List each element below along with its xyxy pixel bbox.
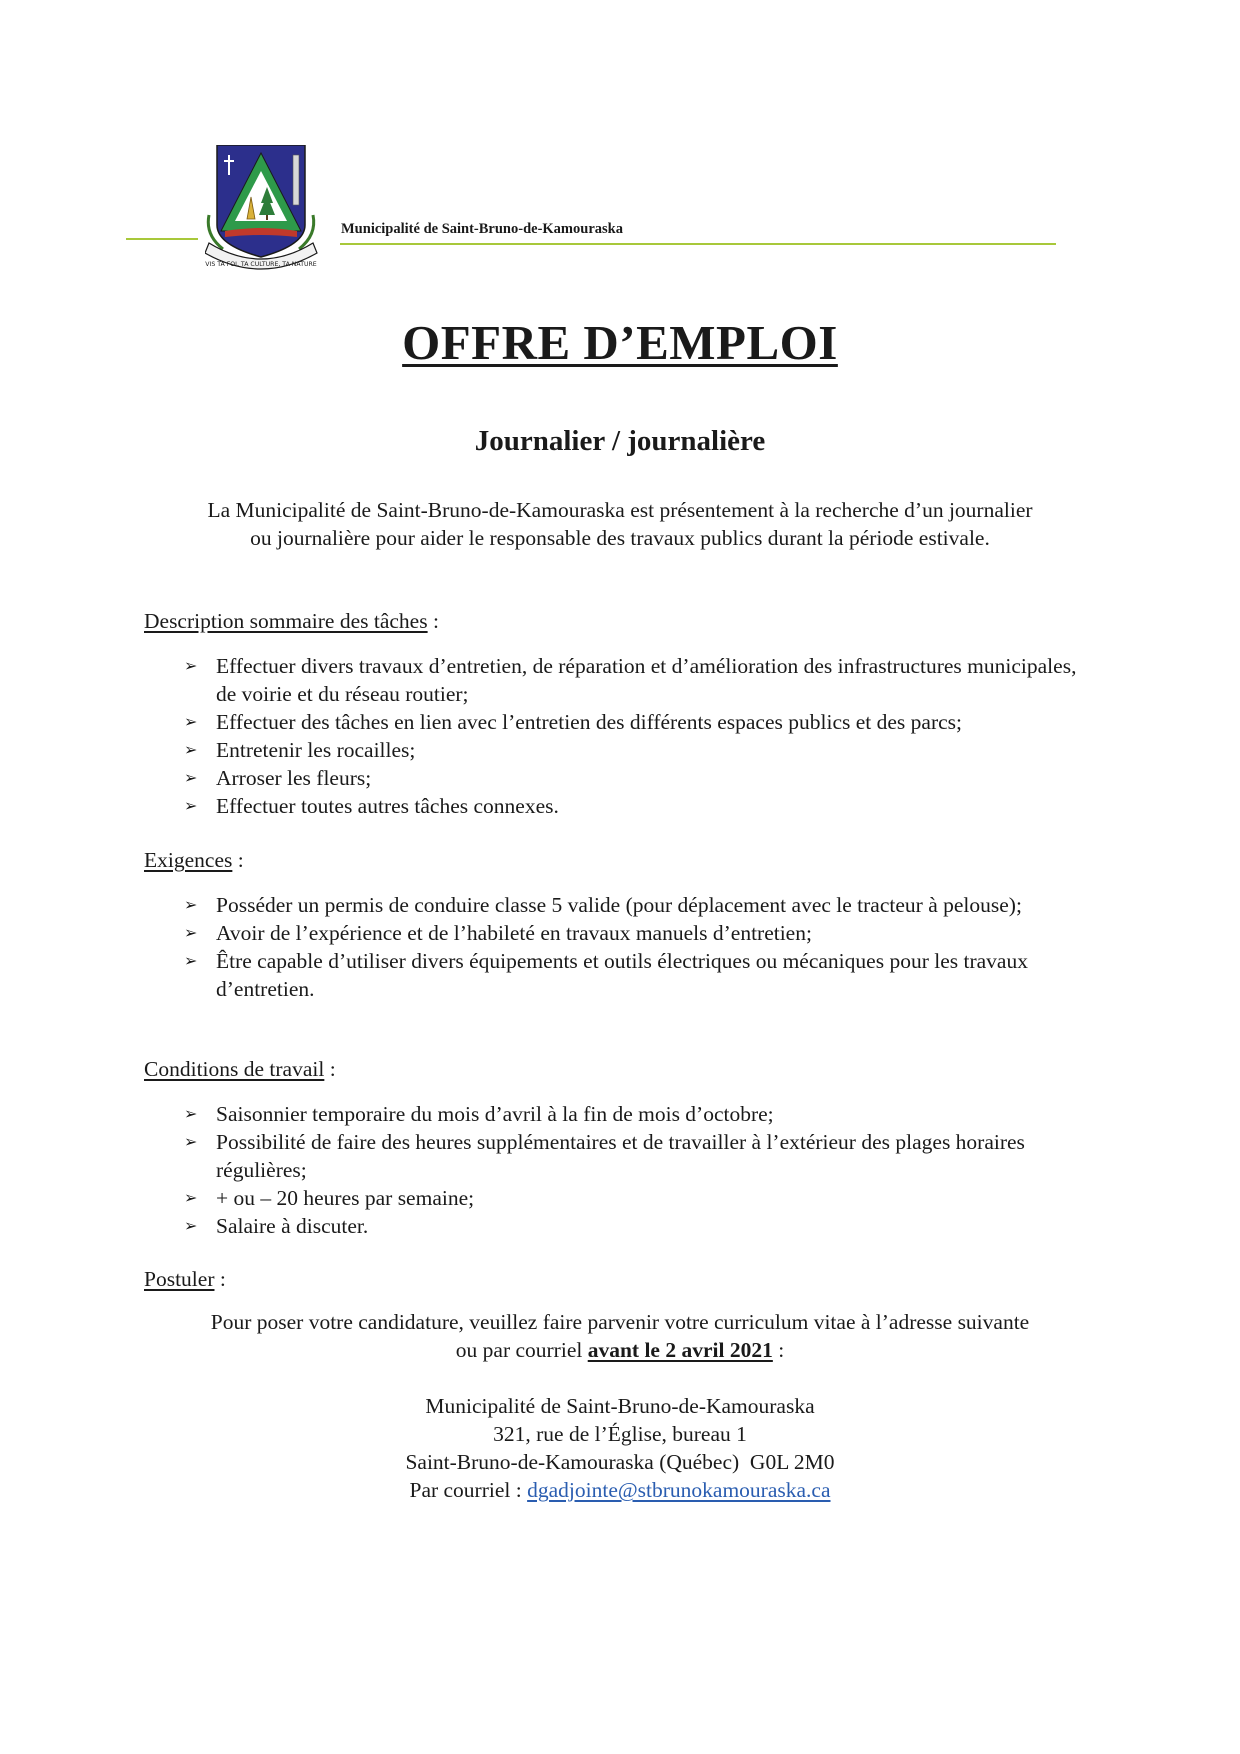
arrowhead-bullet-icon: ➢ (184, 1132, 198, 1151)
crest-motto: VIS TA FOI, TA CULTURE, TA NATURE (205, 261, 317, 268)
apply-line: Pour poser votre candidature, veuillez faire parvenir votre curriculum vitae à l’adresse suivante (210, 1310, 1030, 1334)
arrowhead-bullet-icon: ➢ (184, 712, 198, 731)
list-item-text: Posséder un permis de conduire classe 5 valide (pour déplacement avec le tracteur à pelouse); (216, 893, 1022, 917)
page-title: OFFRE D’EMPLOI (402, 315, 838, 370)
intro-paragraph (130, 496, 1110, 552)
arrowhead-bullet-icon: ➢ (184, 768, 198, 787)
list-item-text: Avoir de l’expérience et de l’habileté en travaux manuels d’entretien; (216, 921, 812, 945)
letterhead-organization: Municipalité de Saint-Bruno-de-Kamouraska (341, 221, 623, 237)
arrowhead-bullet-icon: ➢ (184, 1216, 198, 1235)
section-heading-label: Exigences (144, 848, 233, 872)
description-list (180, 652, 1080, 820)
list-item-text: Possibilité de faire des heures supplémentaires et de travailler à l’extérieur des plages horaires régulières; (216, 1130, 1025, 1182)
list-item-text: Arroser les fleurs; (216, 766, 372, 790)
section-heading-label: Postuler (144, 1267, 215, 1291)
list-item-text: + ou – 20 heures par semaine; (216, 1186, 475, 1210)
section-heading-description (144, 609, 439, 634)
arrowhead-bullet-icon: ➢ (184, 951, 198, 970)
letterhead-rule-right (340, 243, 1056, 245)
list-item (180, 708, 1080, 736)
job-title: Journalier / journalière (474, 425, 766, 457)
list-item-text: Saisonnier temporaire du mois d’avril à la fin de mois d’octobre; (216, 1102, 774, 1126)
apply-prefix: ou par courriel (455, 1338, 588, 1362)
section-heading-suffix: : (324, 1057, 336, 1081)
section-heading-postuler (144, 1267, 226, 1292)
section-heading-label: Description sommaire des tâches (144, 609, 428, 633)
list-item (180, 792, 1080, 820)
list-item-text: Être capable d’utiliser divers équipements et outils électriques ou mécaniques pour les travaux d’entretien. (216, 949, 1028, 1001)
list-item (180, 736, 1080, 764)
list-item (180, 1184, 1080, 1212)
apply-suffix: : (772, 1338, 785, 1362)
address-email-line (130, 1476, 1110, 1504)
email-link[interactable]: dgadjointe@stbrunokamouraska.ca (527, 1478, 831, 1502)
arrowhead-bullet-icon: ➢ (184, 1188, 198, 1207)
list-item (180, 1100, 1080, 1128)
municipal-crest-icon (205, 145, 325, 280)
arrowhead-bullet-icon: ➢ (184, 895, 198, 914)
list-item (180, 764, 1080, 792)
address-city: Saint-Bruno-de-Kamouraska (Québec) G0L 2M0 (405, 1450, 835, 1474)
letterhead-rule-left (126, 238, 198, 240)
list-item (180, 1212, 1080, 1240)
list-item (180, 947, 1080, 1003)
list-item-text: Salaire à discuter. (216, 1214, 369, 1238)
list-item-text: Effectuer des tâches en lien avec l’entretien des différents espaces publics et des parcs; (216, 710, 963, 734)
apply-line (130, 1336, 1110, 1364)
conditions-list (180, 1100, 1080, 1240)
application-instructions (130, 1308, 1110, 1364)
list-item (180, 652, 1080, 708)
section-heading-suffix: : (427, 609, 439, 633)
intro-line: ou journalière pour aider le responsable des travaux publics durant la période estivale. (250, 526, 990, 550)
list-item-text: Effectuer divers travaux d’entretien, de réparation et d’amélioration des infrastructures municipales, de voirie et du réseau routier; (216, 654, 1077, 706)
list-item-text: Entretenir les rocailles; (216, 738, 416, 762)
address-name: Municipalité de Saint-Bruno-de-Kamouraska (425, 1394, 815, 1418)
section-heading-exigences (144, 848, 244, 873)
requirements-list (180, 891, 1080, 1003)
email-label: Par courriel : (409, 1478, 528, 1502)
arrowhead-bullet-icon: ➢ (184, 740, 198, 759)
arrowhead-bullet-icon: ➢ (184, 923, 198, 942)
arrowhead-bullet-icon: ➢ (184, 1104, 198, 1123)
section-heading-suffix: : (232, 848, 244, 872)
application-deadline: avant le 2 avril 2021 (587, 1338, 773, 1362)
arrowhead-bullet-icon: ➢ (184, 796, 198, 815)
address-street: 321, rue de l’Église, bureau 1 (493, 1422, 747, 1446)
list-item (180, 1128, 1080, 1184)
mailing-address (130, 1392, 1110, 1504)
list-item-text: Effectuer toutes autres tâches connexes. (216, 794, 559, 818)
section-heading-suffix: : (214, 1267, 226, 1291)
intro-line: La Municipalité de Saint-Bruno-de-Kamouraska est présentement à la recherche d’un journalier (207, 498, 1033, 522)
section-heading-conditions (144, 1057, 336, 1082)
list-item (180, 919, 1080, 947)
arrowhead-bullet-icon: ➢ (184, 656, 198, 675)
list-item (180, 891, 1080, 919)
section-heading-label: Conditions de travail (144, 1057, 325, 1081)
